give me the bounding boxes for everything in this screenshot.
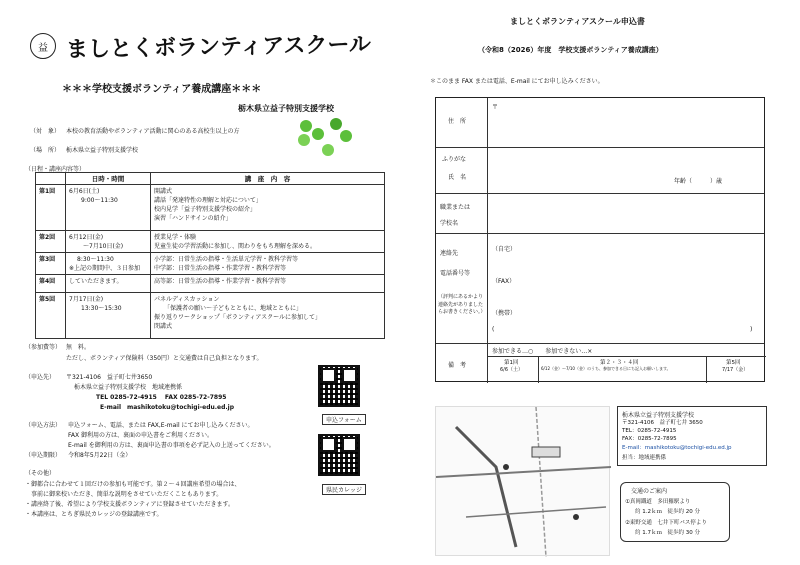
schedule-label: （日程・講座内容等） bbox=[25, 166, 86, 173]
session-col: 第5回 bbox=[726, 360, 741, 366]
other-line: ・御都合に合わせて１回だけの参加も可能です。第２～４回講座希望の場合は、 bbox=[25, 481, 241, 488]
method-text-1: 申込フォーム、電話、または FAX,E-mail にてお申し込みください。 bbox=[68, 422, 254, 429]
place-label: （場 所） bbox=[30, 147, 61, 154]
deadline-text: 令和8年5月22日（金） bbox=[68, 452, 132, 459]
apply-to-name: 栃木県立益子特別支援学校 地域連携係 bbox=[74, 384, 183, 391]
job-row bbox=[436, 194, 764, 234]
form-note: ＊このまま FAX または電話、E-mail にてお申し込みください。 bbox=[430, 78, 604, 85]
table-row bbox=[36, 185, 385, 231]
session-date[interactable]: 6/6（土） bbox=[500, 367, 524, 373]
address-zip-mark[interactable]: 〒 bbox=[492, 104, 499, 111]
apply-to-zip: 〒321-4106 益子町七井3650 bbox=[66, 374, 153, 381]
fax-field[interactable]: （FAX） bbox=[492, 278, 516, 285]
session-datetime: 8:30～11:30 ※上記の期間中、３日参加 bbox=[66, 253, 151, 275]
brand-title: ましとくボランティアスクール bbox=[65, 31, 372, 63]
course-title: ＊＊＊学校支援ボランティア養成講座＊＊＊ bbox=[62, 84, 262, 95]
access-line: 約 1.7ｋｍ 徒歩約 30 分 bbox=[635, 530, 700, 536]
session-content: 開講式 講話「発達特性の理解と対応について」 校内見学「益子特別支援学校の紹介」 演習「ハンドサインの紹介」 bbox=[151, 185, 385, 231]
info-email-link[interactable]: E-mail：mashikotoku@tochigi-edu.ed.jp bbox=[622, 445, 732, 451]
session-datetime: 6月12日(金) ～7月10日(金) bbox=[66, 231, 151, 253]
info-fax: FAX：0285-72-7895 bbox=[622, 436, 677, 442]
attend-legend: 参加できる…○ 参加できない…× bbox=[492, 348, 593, 355]
info-tel: TEL：0285-72-4915 bbox=[622, 428, 677, 434]
session-no: 第4回 bbox=[36, 275, 66, 293]
apply-to-tel: TEL 0285-72-4915 FAX 0285-72-7895 bbox=[96, 394, 227, 401]
address-label: 住 所 bbox=[448, 118, 467, 125]
session-col: 第２・３・４回 bbox=[600, 360, 639, 366]
qr-code-college[interactable] bbox=[318, 434, 360, 476]
session-col: 第1回 bbox=[504, 360, 519, 366]
job-label: 職業または bbox=[440, 204, 471, 211]
info-zip: 〒321-4106 益子町七井 3650 bbox=[622, 420, 703, 426]
session-datetime: 7月17日(金) 13:30～15:30 bbox=[66, 293, 151, 339]
apply-to-label: （申込先） bbox=[25, 374, 56, 381]
open-paren: ( bbox=[492, 326, 495, 333]
header-cell: 講 座 内 容 bbox=[151, 173, 385, 185]
session-date[interactable]: 7/17（金） bbox=[722, 367, 749, 373]
access-info-box bbox=[620, 482, 730, 542]
table-row bbox=[36, 231, 385, 253]
fee-note: ただし、ボランティア保険料（350円）と交通費は自己負担となります。 bbox=[66, 355, 263, 362]
contact-row bbox=[436, 234, 764, 344]
fee-text: 無 料。 bbox=[66, 344, 91, 351]
access-map[interactable] bbox=[435, 406, 610, 556]
school-name: 栃木県立益子特別支援学校 bbox=[238, 104, 334, 113]
target-label: （対 象） bbox=[30, 128, 61, 135]
method-text-2: FAX 御利用の方は、裏面の申込書をご利用ください。 bbox=[68, 432, 214, 439]
session-datetime: 6月6日(土) 9:00～11:30 bbox=[66, 185, 151, 231]
contact-note: （評判にあるかより連絡先がありましたらお書きください。） bbox=[438, 294, 486, 315]
session-content: 授業見学・体験 児童生徒の学習活動に参加し、関わりをもち理解を深める。 bbox=[151, 231, 385, 253]
header-cell: 日時・時間 bbox=[66, 173, 151, 185]
table-row bbox=[36, 253, 385, 275]
form-title: ましとくボランティアスクール申込書 bbox=[510, 17, 645, 26]
phone-label: 電話番号等 bbox=[440, 270, 471, 277]
info-school: 栃木県立益子特別支援学校 bbox=[622, 412, 695, 419]
qr-caption: 県民カレッジ bbox=[322, 484, 366, 495]
deadline-label: （申込期限） bbox=[25, 452, 62, 459]
session-no: 第2回 bbox=[36, 231, 66, 253]
table-row bbox=[36, 293, 385, 339]
session-content: パネルディスカッション 「保護者の願い～子どもとともに、地域とともに」 振り返りワークショップ「ボランティアスクールに参加して」 閉講式 bbox=[151, 293, 385, 339]
map-graphic bbox=[436, 407, 611, 557]
age-field[interactable]: 年齢（ ）歳 bbox=[674, 178, 723, 185]
session-content: 小学部：日常生活の指導・生活単元学習・教科学習等 中学部：日常生活の指導・作業学習・教科学習等 bbox=[151, 253, 385, 275]
school-label: 学校名 bbox=[440, 220, 459, 227]
form-subtitle: （令和8（2026）年度 学校支援ボランティア養成講座） bbox=[478, 46, 663, 54]
session-no: 第1回 bbox=[36, 185, 66, 231]
place-text: 栃木県立益子特別支援学校 bbox=[66, 147, 139, 154]
other-line: 事前に御来校いただき、簡単な説明をさせていただくこともあります。 bbox=[25, 491, 223, 498]
name-row bbox=[436, 148, 764, 194]
method-text-3: E-mail を御利用の方は、裏面申込書の事項を必ず記入の上送ってください。 bbox=[68, 442, 275, 449]
session-content: 高等部：日常生活の指導・作業学習・教科学習等 bbox=[151, 275, 385, 293]
mobile-field[interactable]: （携帯） bbox=[492, 310, 517, 317]
name-label: 氏 名 bbox=[448, 174, 467, 181]
access-title: 交通のご案内 bbox=[631, 488, 668, 495]
target-text: 本校の教育活動やボランティア活動に関心のある高校生以上の方 bbox=[66, 128, 240, 135]
access-line: 約 1.2ｋｍ 徒歩約 20 分 bbox=[635, 509, 700, 515]
school-contact-box bbox=[617, 406, 767, 466]
qr-caption: 申込フォーム bbox=[322, 414, 366, 425]
application-form bbox=[435, 97, 765, 382]
method-label: （申込方法） bbox=[25, 422, 62, 429]
home-phone-field[interactable]: （自宅） bbox=[492, 246, 517, 253]
school-emblem-icon: 益 bbox=[30, 33, 56, 59]
session-grid bbox=[488, 356, 766, 383]
access-line: ①真岡鐵道 多田羅駅より bbox=[625, 499, 691, 505]
other-line: ・講座終了後、希望により学校支援ボランティアに登録させていただきます。 bbox=[25, 501, 235, 508]
remarks-row bbox=[436, 344, 764, 383]
access-line: ②東野交通 七井下町バス停より bbox=[625, 520, 707, 526]
other-line: ・本講座は、とちぎ県民カレッジの登録講座です。 bbox=[25, 511, 163, 518]
contact-label: 連絡先 bbox=[440, 250, 459, 257]
header-cell bbox=[36, 173, 66, 185]
qr-code-application[interactable] bbox=[318, 365, 360, 407]
apply-to-mail[interactable]: E-mail mashikotoku@tochigi-edu.ed.jp bbox=[100, 404, 235, 411]
furigana-label: ふりがな bbox=[442, 156, 467, 163]
other-label: （その他） bbox=[25, 470, 56, 477]
close-paren: ) bbox=[750, 326, 753, 333]
session-datetime: していただきます。 bbox=[66, 275, 151, 293]
table-row bbox=[36, 275, 385, 293]
session-date[interactable]: 6/12（金）～7/10（金）のうち、参加できる日にち記入お願いします。 bbox=[541, 366, 671, 371]
address-row bbox=[436, 98, 764, 148]
remarks-label: 備 考 bbox=[448, 362, 467, 369]
fee-label: （参加費等） bbox=[25, 344, 62, 351]
session-no: 第5回 bbox=[36, 293, 66, 339]
schedule-table bbox=[35, 172, 385, 339]
session-no: 第3回 bbox=[36, 253, 66, 275]
info-staff: 担当：地域連携係 bbox=[622, 455, 667, 461]
